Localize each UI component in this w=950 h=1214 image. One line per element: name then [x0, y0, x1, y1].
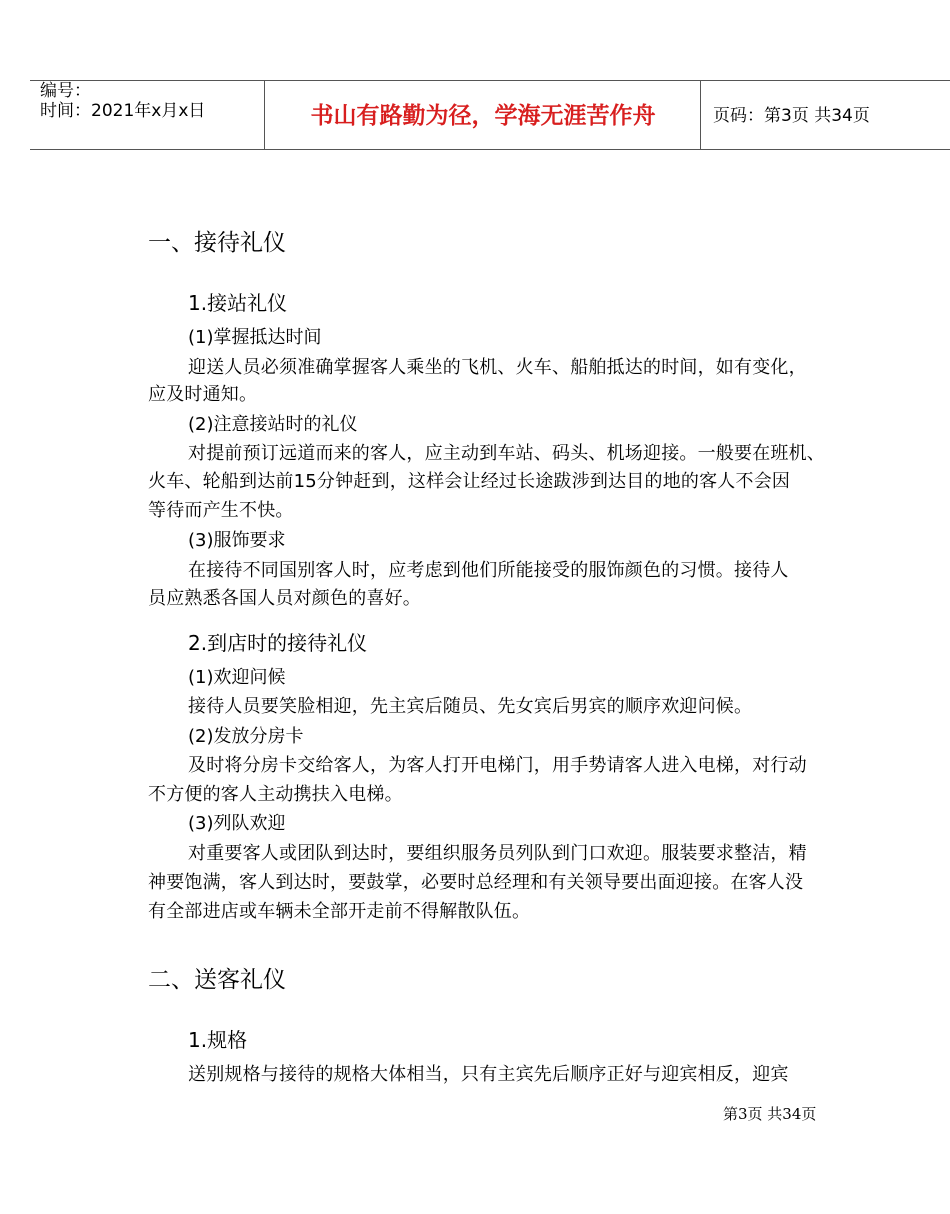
header-meta-cell: [30, 81, 265, 149]
paragraph-line: 员应熟悉各国人员对颜色的喜好。: [148, 588, 421, 609]
item-heading: (3)服饰要求: [188, 530, 286, 551]
subsection-heading: 1.规格: [188, 1028, 248, 1052]
header-page-cell: [701, 81, 950, 149]
paragraph-line: 对提前预订远道而来的客人，应主动到车站、码头、机场迎接。一般要在班机、: [188, 443, 825, 464]
subsection-heading: 1.接站礼仪: [188, 291, 288, 315]
paragraph-line: 迎送人员必须准确掌握客人乘坐的飞机、火车、船舶抵达的时间，如有变化，: [188, 357, 807, 378]
doc-number-label: 编号：: [40, 81, 91, 101]
paragraph-line: 接待人员要笑脸相迎，先主宾后随员、先女宾后男宾的顺序欢迎问候。: [188, 696, 753, 717]
section-heading: 二、送客礼仪: [148, 967, 286, 993]
paragraph-line: 及时将分房卡交给客人，为客人打开电梯门，用手势请客人进入电梯，对行动: [188, 755, 807, 776]
motto: 书山有路勤为径，学海无涯苦作舟: [310, 102, 656, 129]
document-header: [30, 80, 950, 150]
paragraph-line: 对重要客人或团队到达时，要组织服务员列队到门口欢迎。服装要求整洁，精: [188, 843, 807, 864]
subsection-heading: 2.到店时的接待礼仪: [188, 631, 368, 655]
item-heading: (3)列队欢迎: [188, 813, 286, 834]
paragraph-line: 送别规格与接待的规格大体相当，只有主宾先后顺序正好与迎宾相反，迎宾: [188, 1064, 789, 1085]
time-label: 时间：2021年x月x日: [40, 101, 206, 121]
paragraph-line: 有全部进店或车辆未全部开走前不得解散队伍。: [148, 901, 531, 922]
item-heading: (1)掌握抵达时间: [188, 327, 322, 348]
item-heading: (2)注意接站时的礼仪: [188, 414, 358, 435]
page-info: 页码：第3页 共34页: [713, 106, 870, 126]
paragraph-line: 等待而产生不快。: [148, 500, 294, 521]
paragraph-line: 不方便的客人主动携扶入电梯。: [148, 784, 403, 805]
header-motto-cell: [265, 81, 701, 149]
item-heading: (1)欢迎问候: [188, 667, 286, 688]
section-heading: 一、接待礼仪: [148, 230, 286, 256]
paragraph-line: 火车、轮船到达前15分钟赶到，这样会让经过长途跋涉到达目的地的客人不会因: [148, 471, 791, 492]
page-footer: 第3页 共34页: [723, 1105, 817, 1123]
paragraph-line: 应及时通知。: [148, 384, 258, 405]
paragraph-line: 在接待不同国别客人时，应考虑到他们所能接受的服饰颜色的习惯。接待人: [188, 560, 789, 581]
paragraph-line: 神要饱满，客人到达时，要鼓掌，必要时总经理和有关领导要出面迎接。在客人没: [148, 872, 804, 893]
item-heading: (2)发放分房卡: [188, 726, 304, 747]
